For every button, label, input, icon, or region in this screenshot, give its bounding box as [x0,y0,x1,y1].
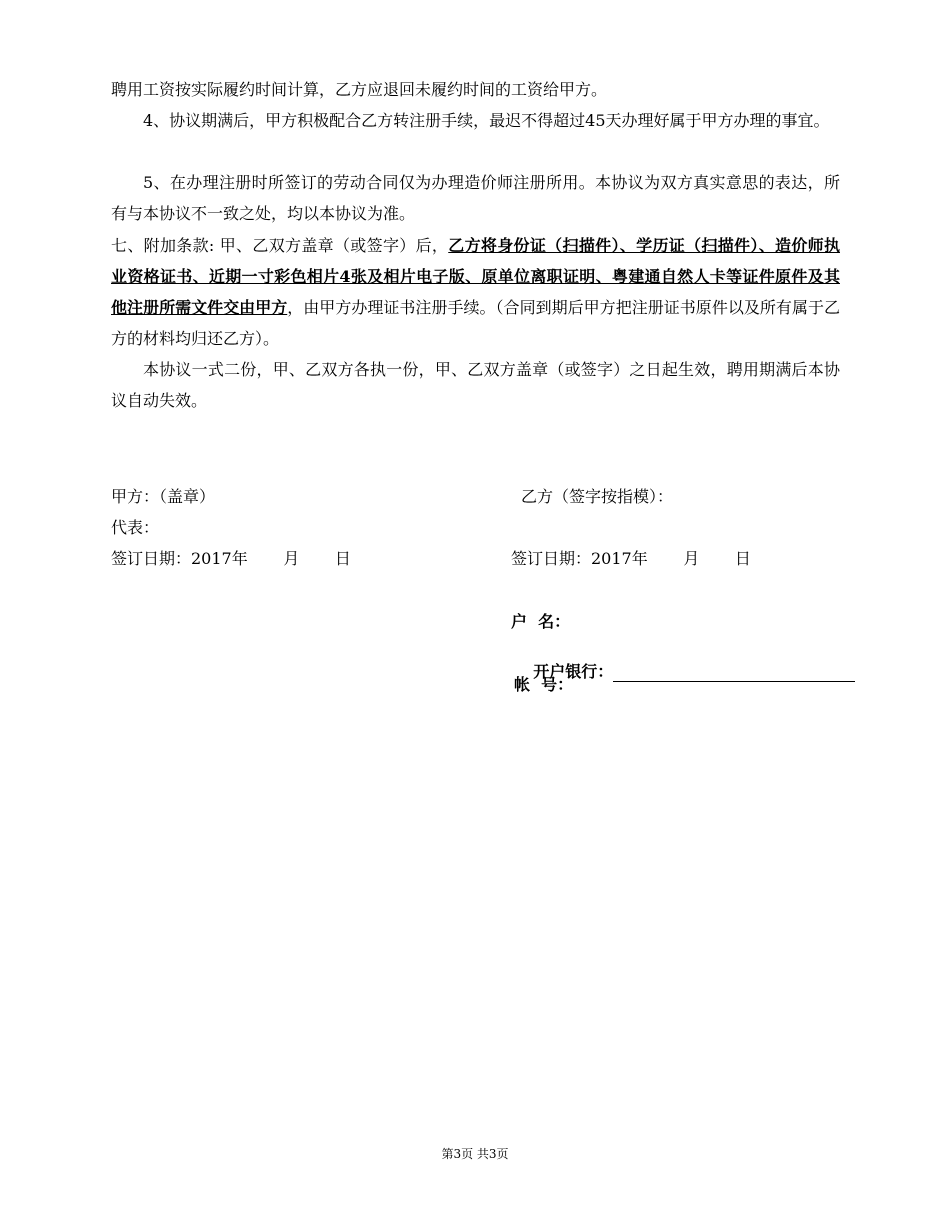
additional-terms-documents: 乙方将身份证（扫描件）、学历证（扫描件）、造价师执业资格证书、近期一寸彩色相片4张及相片电子版、原单位离职证明、粤建通自然人卡等证件原件及其他注册所需文件交由甲方 [111,236,840,317]
paragraph-clause-4: 4、协议期满后，甲方积极配合乙方转注册手续，最迟不得超过45天办理好属于甲方办理的事宜。 [143,111,830,130]
party-a-label: 甲方：（盖章） [111,487,216,506]
paragraph-additional-terms [111,230,840,354]
representative-label: 代表： [111,518,160,537]
additional-terms-intro: 七、附加条款: 甲、乙双方盖章（或签字）后， [111,236,449,255]
additional-terms-outro: ，由甲方办理证书注册手续。（合同到期后甲方把注册证书原件以及所有属于乙方的材料均归还乙方）。 [111,298,840,348]
signing-date-b: 签订日期：2017年 月 日 [511,549,751,568]
bank-blank-line [613,665,855,682]
paragraph-validity: 本协议一式二份，甲、乙双方各执一份，甲、乙双方盖章（或签字）之日起生效，聘用期满后本协议自动失效。 [111,360,840,410]
signing-date-a: 签订日期：2017年 月 日 [111,549,351,568]
paragraph-clause-5: 5、在办理注册时所签订的劳动合同仅为办理造价师注册所用。本协议为双方真实意思的表达，所有与本协议不一致之处，均以本协议为准。 [111,173,840,223]
paragraph-wage: 聘用工资按实际履约时间计算，乙方应退回未履约时间的工资给甲方。 [111,80,608,99]
account-name-label: 户 名： [511,612,571,631]
page-footer: 第3页 共3页 [441,1147,509,1161]
bank-label: 开户银行： [533,662,614,681]
account-number-label: 帐 号： [514,675,574,694]
party-b-label: 乙方（签字按指模）： [521,487,674,506]
